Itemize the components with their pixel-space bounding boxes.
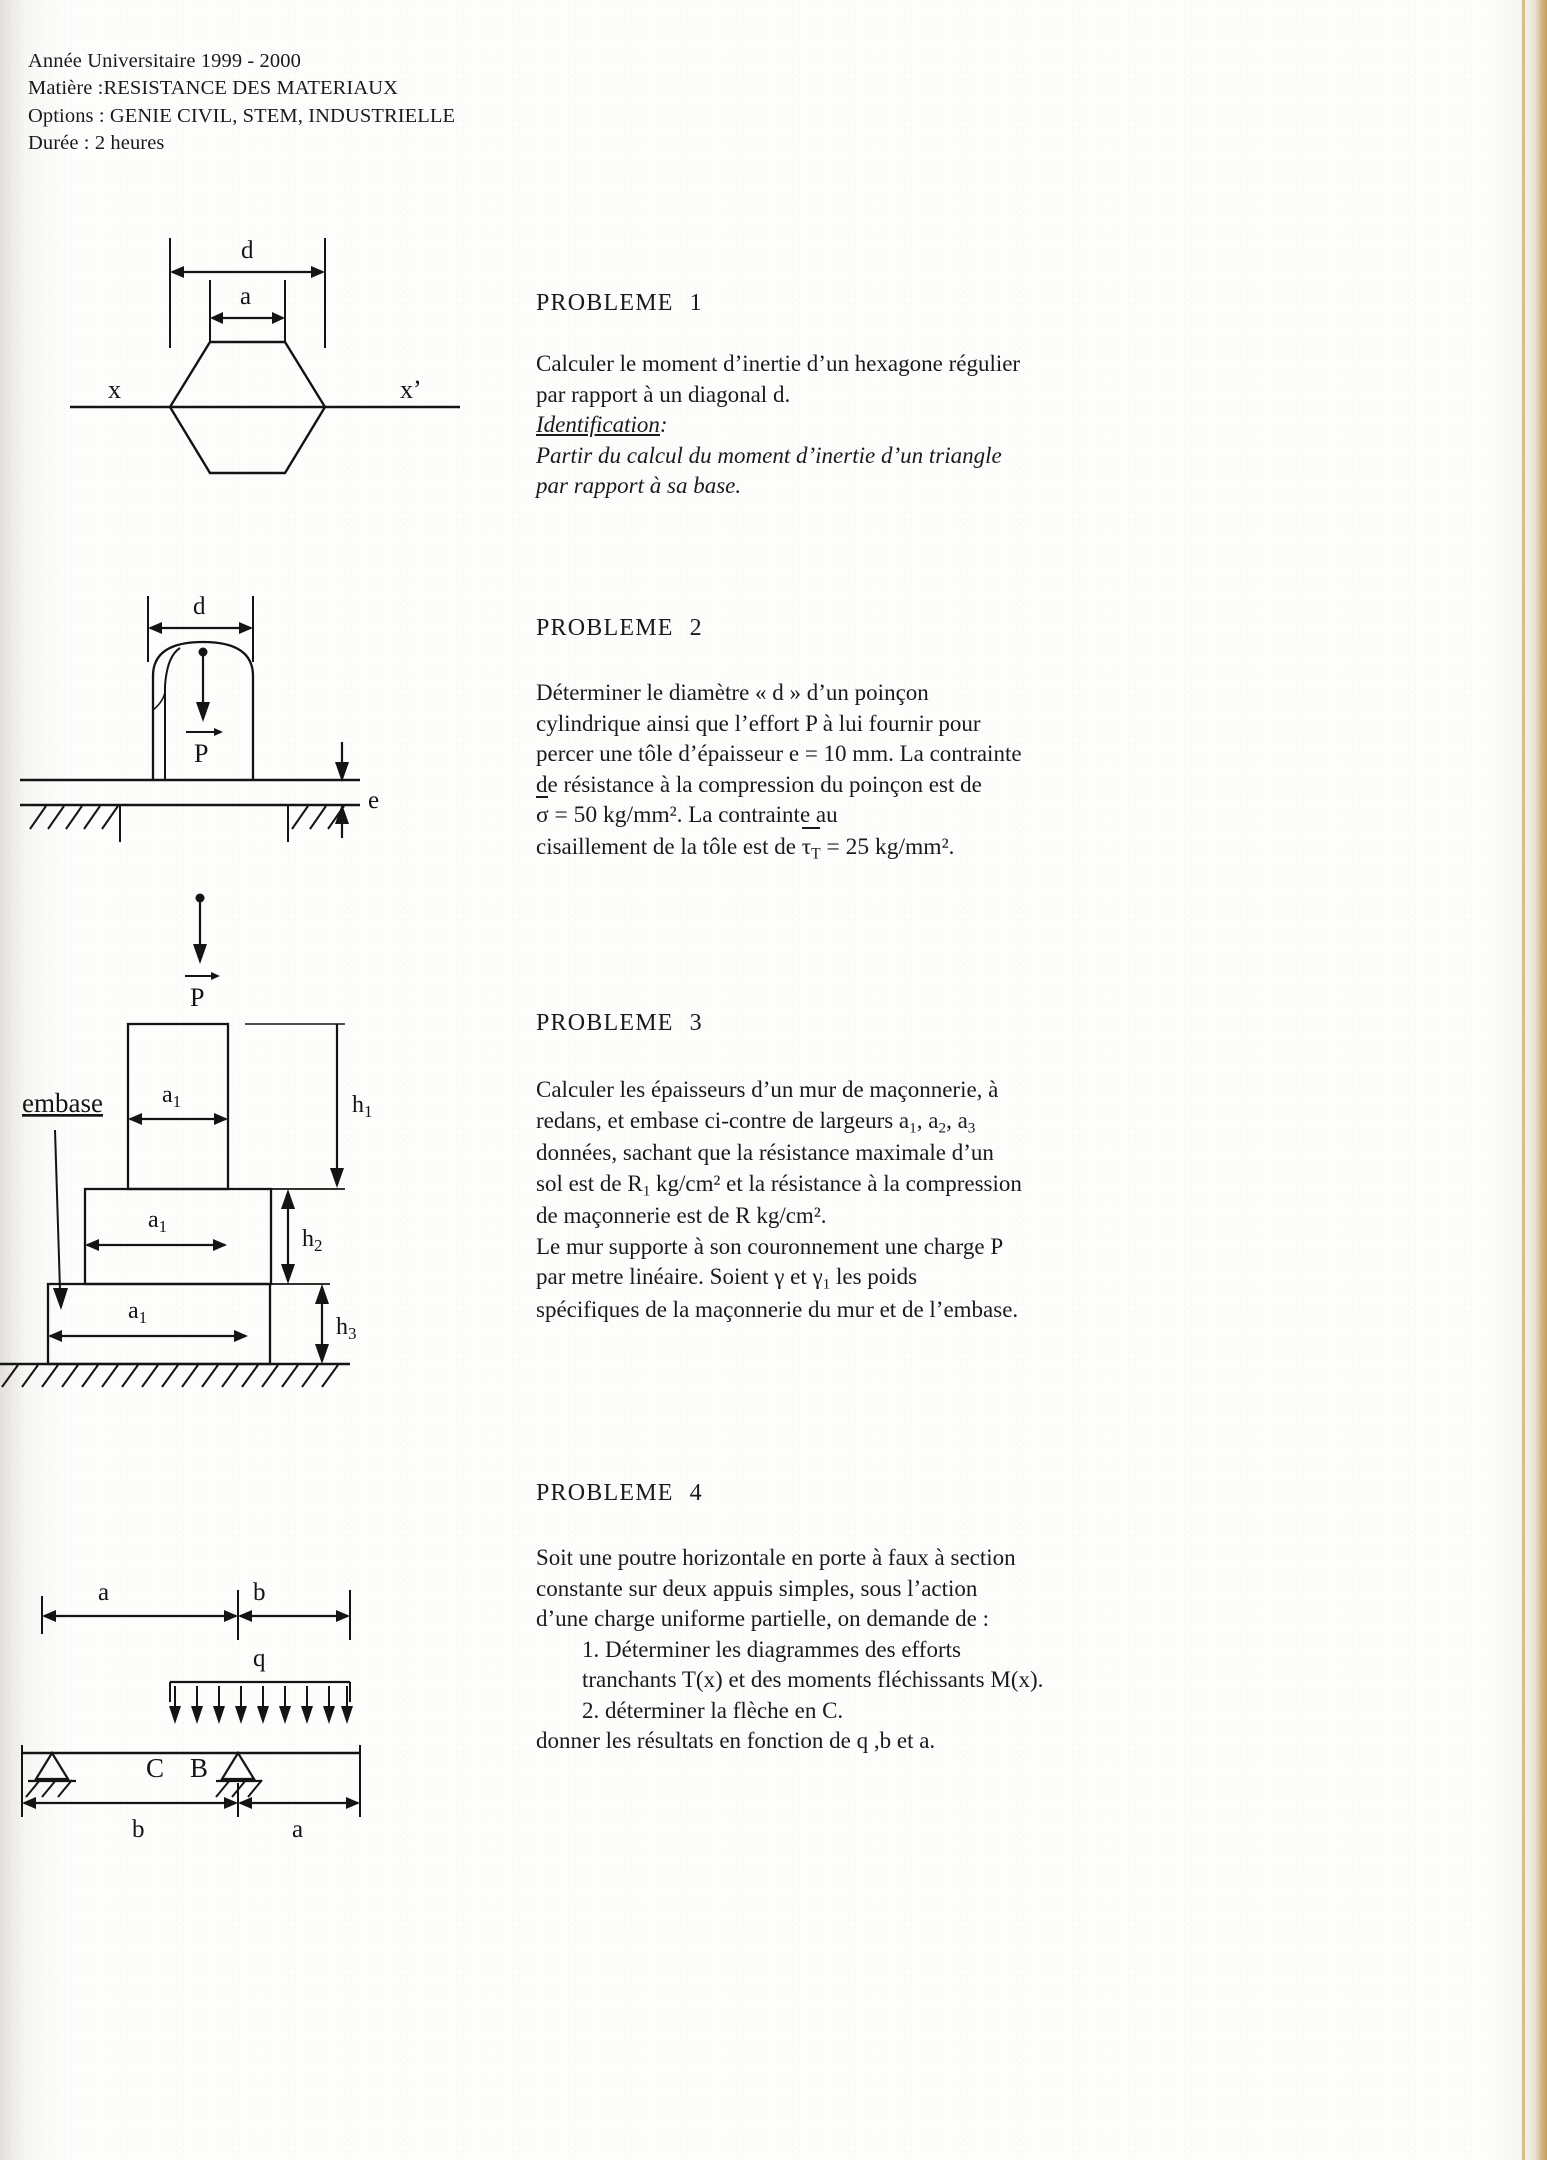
problem-4-item-1: 1. Déterminer les diagrammes des efforts [582, 1636, 961, 1662]
duration: Durée : 2 heures [28, 131, 165, 154]
sub-gamma1: 1 [822, 1275, 831, 1293]
tau-subscript: T [811, 844, 821, 862]
problem-1-hint-1: Partir du calcul du moment d’inertie d’un triangle [536, 442, 1002, 468]
hatching-left [30, 806, 118, 829]
label-q: q [253, 1645, 266, 1672]
label-a1-2: $a_1$ [148, 1207, 168, 1236]
problem-3-line-5: de maçonnerie est de R kg/cm². [536, 1203, 827, 1229]
problem-2-line-5-tail: . La contrainte au [676, 802, 838, 828]
academic-year: Année Universitaire 1999 - 2000 [28, 50, 301, 72]
identification-label: Identification [536, 412, 660, 438]
problem-1-number: 1 [689, 290, 703, 316]
label-a: a [240, 283, 252, 310]
problem-3-line-6: Le mur supporte à son couronnement une charge P [536, 1233, 1004, 1259]
problem-4-title-word: PROBLEME [536, 1480, 674, 1506]
figure-beam [10, 1490, 510, 1730]
exam-header [28, 48, 455, 157]
wall-block-3 [48, 1284, 270, 1364]
label-B: B [190, 1753, 209, 1783]
sigma-value: = 50 kg/mm² [554, 802, 677, 829]
problem-2-line-4: de résistance à la compression du poinçon est de [536, 771, 982, 797]
sub-R1: 1 [642, 1181, 651, 1199]
problem-2-number: 2 [689, 615, 703, 641]
sub-a2: 2 [938, 1118, 947, 1136]
formula-sigma [536, 802, 677, 828]
problem-4-item-2: 2. déterminer la flèche en C. [582, 1697, 844, 1723]
problem-3-block [536, 1010, 1216, 1325]
problem-4-line-2: constante sur deux appuis simples, sous l’action [536, 1575, 978, 1601]
problem-3-line-4b: kg/cm² et la résistance à la compression [650, 1170, 1022, 1196]
arrow-P [193, 944, 207, 964]
problem-4-number: 4 [689, 1480, 703, 1506]
problem-2-line-1: Déterminer le diamètre « d » d’un poinçon [536, 680, 929, 705]
arrow-P [196, 702, 210, 722]
problem-4-title [536, 1480, 1216, 1507]
label-x: x [108, 375, 121, 404]
tau-symbol-group [802, 832, 821, 865]
problem-3-number: 3 [689, 1010, 703, 1036]
sub-a3: 3 [967, 1118, 976, 1136]
label-h1: $h_1$ [352, 1092, 373, 1121]
problem-4-line-1: Soit une poutre horizontale en porte à faux à section [536, 1545, 1016, 1570]
problem-1-hint-2: par rapport à sa base. [536, 473, 742, 499]
label-h2: $h_2$ [302, 1226, 323, 1255]
label-b-bottom: b [132, 1816, 145, 1843]
problem-3-line-8: spécifiques de la maçonnerie du mur et de l’embase. [536, 1296, 1019, 1322]
tau-tail: . [948, 833, 955, 859]
label-h3: $h_3$ [336, 1314, 357, 1343]
problem-3-line-2c: , a [946, 1107, 968, 1133]
label-embase: embase [22, 1088, 103, 1118]
sub-a1: 1 [909, 1118, 917, 1136]
problem-1-title-word: PROBLEME [536, 290, 674, 316]
problem-4-block [536, 1480, 1216, 1757]
problem-3-title-word: PROBLEME [536, 1010, 674, 1036]
label-a-bottom: a [292, 1816, 304, 1843]
wall-block-2 [85, 1189, 271, 1284]
problem-1-block [536, 290, 1216, 502]
subject: Matière :RESISTANCE DES MATERIAUX [28, 77, 399, 100]
formula-tau [802, 834, 949, 860]
problem-2-line-3: percer une tôle d’épaisseur e = 10 mm. La contrainte [536, 741, 1022, 767]
problem-3-line-2a: redans, et embase ci-contre de largeurs a [536, 1107, 910, 1133]
problem-3-line-7a: par metre linéaire. Soient γ et γ [536, 1264, 823, 1290]
problem-4-item-1b: tranchants T(x) et des moments fléchissants M(x). [582, 1667, 1044, 1693]
load-arrows [169, 1686, 353, 1724]
problem-3-line-2b: , a [916, 1107, 939, 1133]
label-x-prime: x’ [400, 375, 422, 404]
problem-3-title [536, 1010, 1216, 1037]
label-P: P [190, 983, 205, 1012]
tau-symbol: τ [801, 833, 812, 860]
identification-colon: : [659, 412, 668, 438]
problem-3-line-7b: les poids [830, 1264, 918, 1290]
problem-4-item-3: donner les résultats en fonction de q ,b et a. [536, 1728, 936, 1754]
label-a1-1: $a_1$ [162, 1082, 182, 1111]
ground-hatching [2, 1365, 338, 1387]
problem-4-line-3: d’une charge uniforme partielle, on demande de : [536, 1606, 990, 1632]
figure-punch [20, 590, 500, 890]
figure-wall [0, 890, 500, 1450]
sigma-symbol: σ [536, 800, 549, 831]
tau-value: = 25 kg/mm² [826, 833, 949, 860]
label-C: C [146, 1753, 165, 1783]
hatching-right [292, 806, 344, 829]
support-left [36, 1753, 68, 1779]
label-b-top: b [253, 1579, 266, 1606]
figure-beam-supports [10, 1725, 510, 1915]
label-a-top: a [98, 1579, 110, 1606]
page-right-edge [1525, 0, 1547, 2160]
page-edge-line [1522, 0, 1525, 2160]
leader-arrow [53, 1288, 68, 1310]
label-a1-3: $a_1$ [128, 1298, 148, 1327]
problem-2-line-2: cylindrique ainsi que l’effort P à lui fournir pour [536, 710, 981, 736]
problem-1-line-1: Calculer le moment d’inertie d’un hexagone régulier [536, 351, 1021, 376]
problem-1-title [536, 290, 1216, 317]
figure-hexagon [60, 230, 480, 545]
problem-2-title-word: PROBLEME [536, 615, 674, 641]
problem-3-line-3: données, sachant que la résistance maximale d’un [536, 1140, 994, 1166]
label-d: d [241, 237, 254, 264]
support-right [222, 1753, 254, 1779]
problem-3-line-4a: sol est de R [536, 1170, 643, 1196]
problem-3-line-1: Calculer les épaisseurs d’un mur de maçonnerie, à [536, 1077, 999, 1102]
problem-2-title [536, 615, 1216, 642]
problem-2-line-6: cisaillement de la tôle est de [536, 833, 796, 859]
label-e: e [368, 787, 380, 814]
label-d: d [193, 593, 206, 620]
options: Options : GENIE CIVIL, STEM, INDUSTRIELLE [28, 104, 456, 127]
problem-2-block [536, 615, 1216, 865]
problem-1-line-2: par rapport à un diagonal d. [536, 381, 791, 407]
label-P: P [194, 739, 209, 768]
